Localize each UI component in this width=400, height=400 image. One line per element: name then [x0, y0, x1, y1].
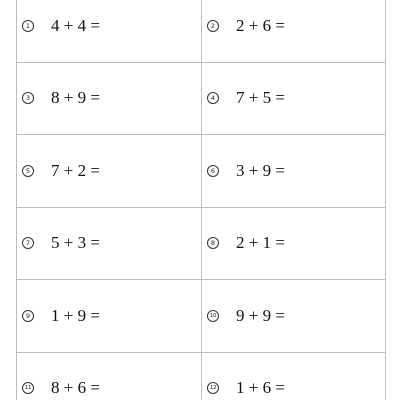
problem-expression: 7 + 2 =	[51, 160, 100, 180]
problem-expression: 1 + 9 =	[51, 305, 100, 325]
problem-number-badge: 10	[207, 310, 219, 322]
problem-expression: 9 + 9 =	[236, 305, 285, 325]
problem-number-badge: 6	[207, 165, 219, 177]
problem-expression: 4 + 4 =	[51, 15, 100, 35]
problem-expression: 8 + 9 =	[51, 88, 100, 108]
problem-cell	[201, 0, 385, 63]
problem-expression: 3 + 9 =	[236, 160, 285, 180]
problem-number-badge: 3	[22, 92, 34, 104]
problem-cell	[17, 280, 201, 353]
problem-cell	[17, 208, 201, 281]
problem-number-badge: 8	[207, 237, 219, 249]
problem-cell	[201, 208, 385, 281]
problem-expression: 1 + 6 =	[236, 378, 285, 398]
problem-expression: 5 + 3 =	[51, 233, 100, 253]
problem-number-badge: 5	[22, 165, 34, 177]
problem-cell	[17, 63, 201, 136]
problem-expression: 8 + 6 =	[51, 378, 100, 398]
problem-expression: 2 + 1 =	[236, 233, 285, 253]
problem-number-badge: 12	[207, 382, 219, 394]
problem-number-badge: 2	[207, 20, 219, 32]
problem-cell	[201, 280, 385, 353]
problem-number-badge: 7	[22, 237, 34, 249]
problem-number-badge: 4	[207, 92, 219, 104]
problem-number-badge: 1	[22, 20, 34, 32]
problem-number-badge: 11	[22, 382, 34, 394]
problem-number-badge: 9	[22, 310, 34, 322]
problem-cell	[17, 0, 201, 63]
problem-cell	[201, 353, 385, 400]
problem-cell	[201, 135, 385, 208]
problem-expression: 2 + 6 =	[236, 15, 285, 35]
addition-worksheet-grid	[16, 0, 386, 400]
problem-cell	[17, 135, 201, 208]
problem-cell	[17, 353, 201, 400]
problem-cell	[201, 63, 385, 136]
problem-expression: 7 + 5 =	[236, 88, 285, 108]
